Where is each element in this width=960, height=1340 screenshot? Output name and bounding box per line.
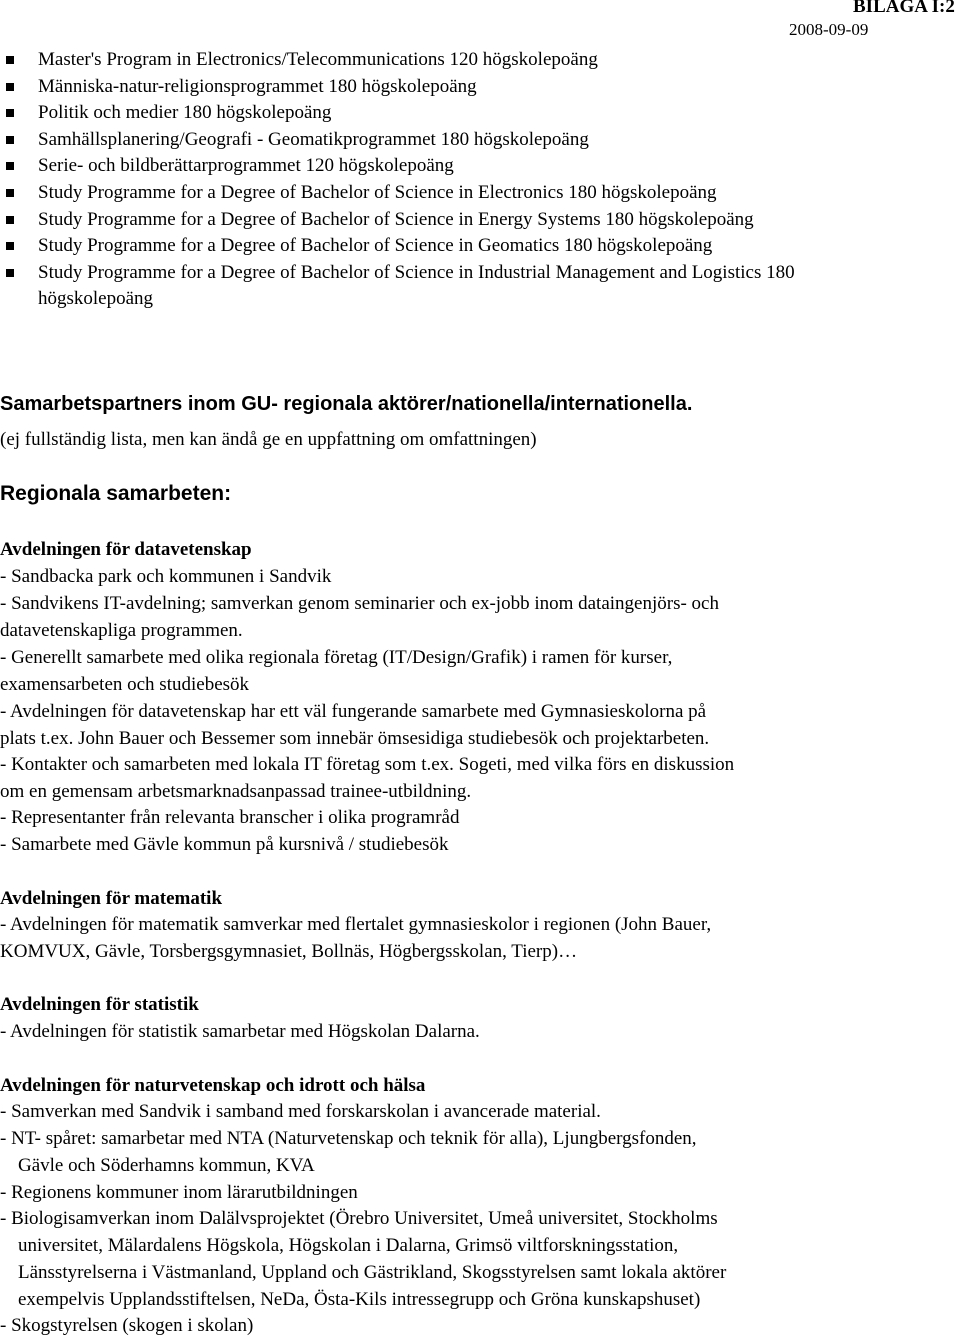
text-line: - Samarbete med Gävle kommun på kursnivå / studiebesök (0, 834, 449, 855)
square-bullet-icon (6, 189, 14, 197)
text-line: - Samverkan med Sandvik i samband med forskarskolan i avancerade material. (0, 1101, 601, 1122)
document-date: 2008-09-09 (789, 20, 869, 39)
section-title-naturvetenskap: Avdelningen för naturvetenskap och idrott och hälsa (0, 1075, 426, 1096)
list-item: Study Programme for a Degree of Bachelor of Science in Energy Systems 180 högskolepoäng (0, 207, 778, 234)
section-title-datavetenskap: Avdelningen för datavetenskap (0, 539, 252, 560)
list-item: Samhällsplanering/Geografi - Geomatikprogrammet 180 högskolepoäng (0, 127, 838, 154)
text-line (0, 1126, 697, 1153)
square-bullet-icon (6, 162, 14, 170)
text-line: plats t.ex. John Bauer och Bessemer som innebär ömsesidiga studiebesök och projektarbeten. (0, 728, 710, 749)
text-line: KOMVUX, Gävle, Torsbergsgymnasiet, Bollnäs, Högbergsskolan, Tierp)… (0, 941, 578, 962)
square-bullet-icon (6, 109, 14, 117)
section-title-matematik: Avdelningen för matematik (0, 888, 223, 909)
text-line: examensarbeten och studiebesök (0, 674, 250, 695)
text-line: - Avdelningen för statistik samarbetar med Högskolan Dalarna. (0, 1021, 480, 1042)
text-line: - Skogstyrelsen (skogen i skolan) (0, 1315, 254, 1336)
text-line: - Sandvikens IT-avdelning; samverkan genom seminarier och ex-jobb inom dataingenjörs- och (0, 593, 719, 614)
text-line: - Kontakter och samarbeten med lokala IT företag som t.ex. Sogeti, med vilka förs en diskussion (0, 754, 735, 775)
text-line: - Avdelningen för datavetenskap har ett väl fungerande samarbete med Gymnasieskolorna på (0, 701, 707, 722)
text-line: universitet, Mälardalens Högskola, Högskolan i Dalarna, Grimsö viltforskningsstation, (18, 1235, 679, 1256)
list-item: Master's Program in Electronics/Telecommunications 120 högskolepoäng (0, 47, 838, 74)
text-line: Länsstyrelserna i Västmanland, Uppland och Gästrikland, Skogsstyrelsen samt lokala aktörer (18, 1262, 727, 1283)
text-line: exempelvis Upplandsstiftelsen, NeDa, Östa-Kils intressegrupp och Gröna kunskapshuset) (18, 1289, 701, 1310)
nt-text: samarbetar med NTA (Naturvetenskap och teknik för alla), Ljungbergsfonden, (96, 1128, 697, 1149)
list-item: Serie- och bildberättarprogrammet 120 högskolepoäng (0, 153, 838, 180)
text-line: datavetenskapliga programmen. (0, 620, 243, 641)
text-line: om en gemensam arbetsmarknadsanpassad trainee-utbildning. (0, 781, 472, 802)
square-bullet-icon (6, 56, 14, 64)
regional-heading: Regionala samarbeten: (0, 482, 232, 505)
text-line: - Generellt samarbete med olika regionala företag (IT/Design/Grafik) i ramen för kurser, (0, 647, 673, 668)
collaboration-note: (ej fullständig lista, men kan ändå ge en uppfattning om omfattningen) (0, 429, 537, 450)
square-bullet-icon (6, 242, 14, 250)
list-item: Människa-natur-religionsprogrammet 180 högskolepoäng (0, 74, 838, 101)
text-line: Gävle och Söderhamns kommun, KVA (18, 1155, 315, 1176)
list-item: Study Programme for a Degree of Bachelor of Science in Geomatics 180 högskolepoäng (0, 233, 838, 260)
square-bullet-icon (6, 269, 14, 277)
text-line: - Regionens kommuner inom lärarutbildningen (0, 1182, 358, 1203)
list-item: Study Programme for a Degree of Bachelor of Science in Electronics 180 högskolepoäng (0, 180, 838, 207)
collaboration-heading: Samarbetspartners inom GU- regionala aktörer/nationella/internationella. (0, 393, 693, 415)
text-line: - Representanter från relevanta branscher i olika programråd (0, 807, 460, 828)
square-bullet-icon (6, 136, 14, 144)
appendix-label: BILAGA I:2 (853, 0, 955, 17)
program-list (0, 47, 838, 313)
text-line: - Sandbacka park och kommunen i Sandvik (0, 566, 332, 587)
nt-label: - NT- spåret: (0, 1128, 97, 1149)
square-bullet-icon (6, 216, 14, 224)
list-item: Politik och medier 180 högskolepoäng (0, 100, 838, 127)
text-line: - Biologisamverkan inom Dalälvsprojektet (Örebro Universitet, Umeå universitet, Stockholms (0, 1208, 718, 1229)
text-line: - Avdelningen för matematik samverkar med flertalet gymnasieskolor i regionen (John Bauer, (0, 914, 712, 935)
list-item: Study Programme for a Degree of Bachelor of Science in Industrial Management and Logistics 180 högskolepoäng (0, 260, 838, 313)
square-bullet-icon (6, 83, 14, 91)
section-title-statistik: Avdelningen för statistik (0, 994, 199, 1015)
